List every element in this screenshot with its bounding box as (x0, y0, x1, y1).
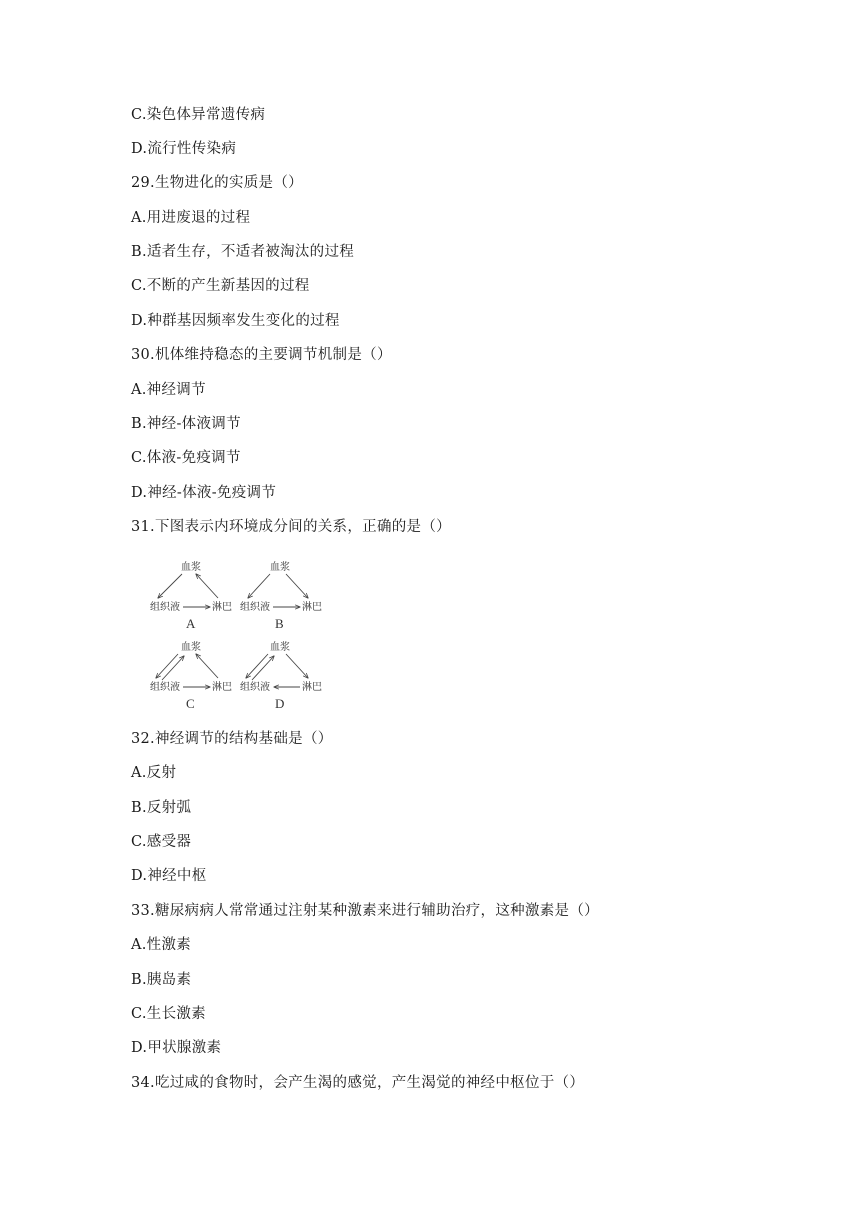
line-8: A.神经调节 (131, 382, 206, 398)
option-letter-b: B (275, 616, 284, 631)
line-4: B.适者生存，不适者被淘汰的过程 (131, 244, 355, 260)
tissue-fluid-label-b: 组织液 (240, 602, 270, 613)
line-2: 29.生物进化的实质是（） (131, 175, 303, 191)
line-22: D.甲状腺激素 (131, 1040, 222, 1056)
arrow-plasma-to-lymph-b (286, 574, 308, 598)
panel-c (150, 640, 232, 711)
plasma-label-c: 血浆 (181, 642, 201, 653)
line-18: 33.糖尿病病人常常通过注射某种激素来进行辅助治疗，这种激素是（） (131, 903, 599, 919)
arrow-plasma-to-tissue-b (248, 574, 270, 598)
lymph-label-b: 淋巴 (302, 602, 322, 613)
line-0: C.染色体异常遗传病 (131, 107, 266, 123)
line-3: A.用进废退的过程 (131, 210, 251, 226)
internal-environment-diagram (140, 552, 340, 712)
line-16: C.感受器 (131, 834, 192, 850)
line-17: D.神经中枢 (131, 868, 207, 884)
plasma-label-b: 血浆 (270, 562, 290, 573)
line-15: B.反射弧 (131, 800, 192, 816)
line-7: 30.机体维持稳态的主要调节机制是（） (131, 347, 392, 363)
arrow-lymph-to-plasma-c (196, 654, 218, 678)
plasma-label-d: 血浆 (270, 642, 290, 653)
tissue-fluid-label-c: 组织液 (150, 682, 180, 693)
line-11: D.神经-体液-免疫调节 (131, 485, 277, 501)
line-13: 32.神经调节的结构基础是（） (131, 731, 333, 747)
line-21: C.生长激素 (131, 1006, 206, 1022)
lymph-label-a: 淋巴 (212, 602, 232, 613)
line-12: 31.下图表示内环境成分间的关系，正确的是（） (131, 519, 451, 535)
option-letter-c: C (186, 696, 195, 711)
arrow-plasma-to-tissue-a (158, 574, 182, 598)
line-6: D.种群基因频率发生变化的过程 (131, 313, 340, 329)
tissue-fluid-label-d: 组织液 (240, 682, 270, 693)
panel-a (150, 560, 232, 631)
line-1: D.流行性传染病 (131, 141, 237, 157)
lymph-label-d: 淋巴 (302, 682, 322, 693)
line-5: C.不断的产生新基因的过程 (131, 278, 310, 294)
option-letter-d: D (275, 696, 285, 711)
tissue-fluid-label-a: 组织液 (150, 602, 180, 613)
line-23: 34.吃过咸的食物时，会产生渴的感觉，产生渴觉的神经中枢位于（） (131, 1075, 585, 1091)
panel-d (240, 640, 322, 711)
line-10: C.体液-免疫调节 (131, 450, 241, 466)
line-14: A.反射 (131, 765, 177, 781)
lymph-label-c: 淋巴 (212, 682, 232, 693)
option-letter-a: A (186, 616, 196, 631)
diagram-svg (140, 552, 340, 712)
line-20: B.胰岛素 (131, 972, 192, 988)
panel-b (240, 560, 322, 631)
plasma-label-a: 血浆 (181, 562, 201, 573)
line-9: B.神经-体液调节 (131, 416, 241, 432)
line-19: A.性激素 (131, 937, 192, 953)
arrow-lymph-to-plasma-a (196, 574, 218, 598)
arrow-plasma-to-lymph-d (286, 654, 308, 678)
